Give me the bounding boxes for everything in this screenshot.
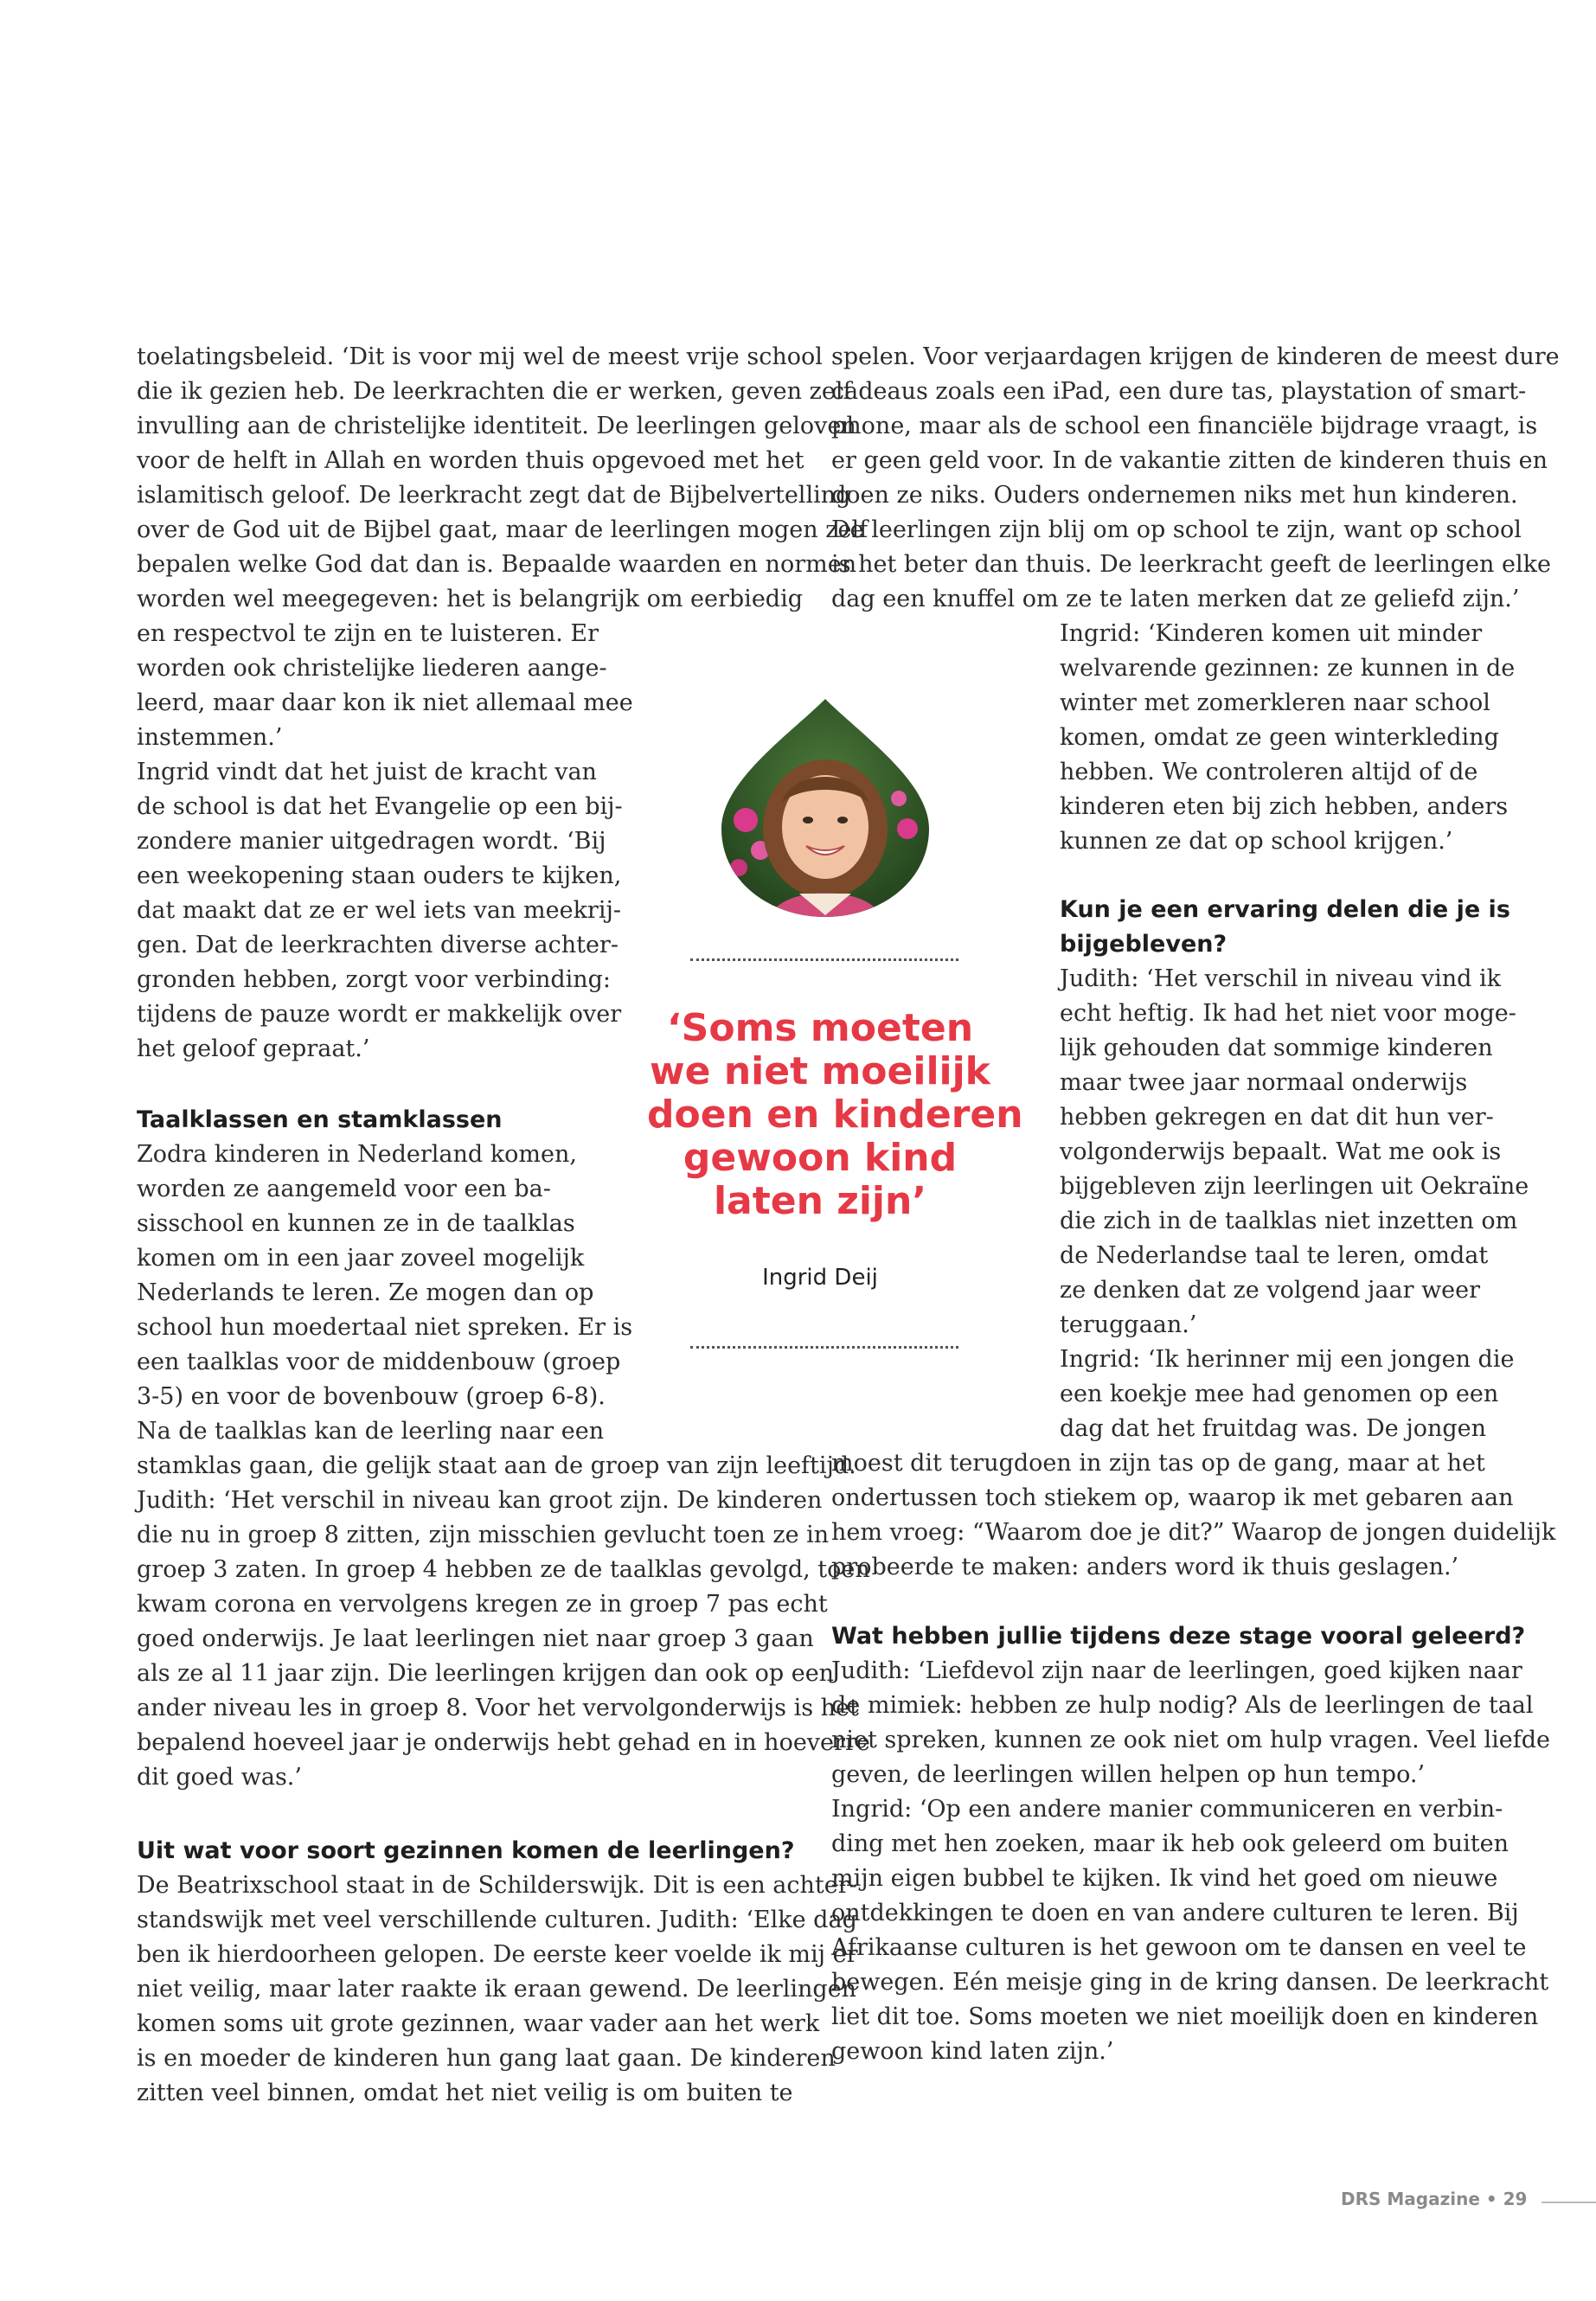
body-text-line: dag een knuffel om ze te laten merken dat ze geliefd zijn.’ xyxy=(831,586,1520,612)
body-text-line: het geloof gepraat.’ xyxy=(137,1035,370,1062)
body-text-line: ding met hen zoeken, maar ik heb ook geleerd om buiten xyxy=(831,1830,1509,1857)
body-text-line: is en moeder de kinderen hun gang laat gaan. De kinderen xyxy=(137,2045,836,2072)
portrait-icon xyxy=(721,699,929,917)
body-text-line: De Beatrixschool staat in de Schilderswijk. Dit is een achter- xyxy=(137,1872,857,1899)
body-text-line: phone, maar als de school een financiële bijdrage vraagt, is xyxy=(831,413,1538,439)
body-text-line: dat maakt dat ze er wel iets van meekrij- xyxy=(137,897,621,924)
pull-quote-line: ‘Soms moeten xyxy=(666,1006,974,1050)
body-text-line: ander niveau les in groep 8. Voor het vervolgonderwijs is het xyxy=(137,1695,859,1721)
body-text-line: de mimiek: hebben ze hulp nodig? Als de leerlingen de taal xyxy=(831,1692,1534,1719)
divider-bottom xyxy=(690,1346,958,1349)
body-text-line: die zich in de taalklas niet inzetten om xyxy=(1060,1208,1518,1234)
body-text-line: liet dit toe. Soms moeten we niet moeilijk doen en kinderen xyxy=(831,2003,1539,2030)
body-text-line: voor de helft in Allah en worden thuis opgevoed met het xyxy=(137,447,804,474)
section-heading: bijgebleven? xyxy=(1060,931,1227,958)
body-text-line: worden ze aangemeld voor een ba- xyxy=(137,1176,551,1202)
body-text-line: echt heftig. Ik had het niet voor moge- xyxy=(1060,1000,1516,1027)
body-text-line: een taalklas voor de middenbouw (groep xyxy=(137,1349,621,1375)
body-text-line: niet veilig, maar later raakte ik eraan gewend. De leerlingen xyxy=(137,1976,857,2003)
body-text-line: invulling aan de christelijke identiteit. De leerlingen geloven xyxy=(137,413,856,439)
body-text-line: doen ze niks. Ouders ondernemen niks met hun kinderen. xyxy=(831,482,1518,509)
body-text-line: toelatingsbeleid. ‘Dit is voor mij wel de meest vrije school xyxy=(137,343,823,370)
pull-quote-author: Ingrid Deij xyxy=(762,1265,878,1291)
pull-quote-line: gewoon kind xyxy=(683,1136,958,1180)
section-heading: Uit wat voor soort gezinnen komen de leerlingen? xyxy=(137,1837,795,1864)
body-text-line: moest dit terugdoen in zijn tas op de gang, maar at het xyxy=(831,1450,1485,1477)
body-text-line: gen. Dat de leerkrachten diverse achter- xyxy=(137,932,619,958)
body-text-line: niet spreken, kunnen ze ook niet om hulp vragen. Veel liefde xyxy=(831,1727,1551,1753)
body-text-line: ben ik hierdoorheen gelopen. De eerste keer voelde ik mij er xyxy=(137,1941,858,1968)
body-text-line: Afrikaanse culturen is het gewoon om te dansen en veel te xyxy=(831,1934,1527,1961)
body-text-line: ze denken dat ze volgend jaar weer xyxy=(1060,1277,1481,1304)
footer-rule xyxy=(1542,2202,1596,2203)
body-text-line: de Nederlandse taal te leren, omdat xyxy=(1060,1242,1489,1269)
body-text-line: Ingrid: ‘Op een andere manier communiceren en verbin- xyxy=(831,1796,1503,1823)
body-text-line: groep 3 zaten. In groep 4 hebben ze de taalklas gevolgd, toen xyxy=(137,1556,870,1583)
body-text-line: goed onderwijs. Je laat leerlingen niet naar groep 3 gaan xyxy=(137,1625,814,1652)
body-text-line: hem vroeg: “Waarom doe je dit?” Waarop de jongen duidelijk xyxy=(831,1519,1556,1546)
body-text-line: is het beter dan thuis. De leerkracht geeft de leerlingen elke xyxy=(831,551,1551,578)
body-text-line: kunnen ze dat op school krijgen.’ xyxy=(1060,828,1453,855)
body-text-line: kwam corona en vervolgens kregen ze in groep 7 pas echt xyxy=(137,1591,828,1618)
body-text-line: welvarende gezinnen: ze kunnen in de xyxy=(1060,655,1516,682)
body-text-line: komen soms uit grote gezinnen, waar vader aan het werk xyxy=(137,2010,820,2037)
body-text-line: maar twee jaar normaal onderwijs xyxy=(1060,1069,1468,1096)
body-text-line: leerd, maar daar kon ik niet allemaal mee xyxy=(137,689,633,716)
body-text-line: over de God uit de Bijbel gaat, maar de leerlingen mogen zelf xyxy=(137,516,869,543)
section-heading: Kun je een ervaring delen die je is xyxy=(1060,896,1510,923)
body-text-line: stamklas gaan, die gelijk staat aan de groep van zijn leeftijd. xyxy=(137,1452,856,1479)
body-text-line: teruggaan.’ xyxy=(1060,1311,1197,1338)
body-text-line: sisschool en kunnen ze in de taalklas xyxy=(137,1210,575,1237)
body-text-line: 3-5) en voor de bovenbouw (groep 6-8). xyxy=(137,1383,606,1410)
body-text-line: een weekopening staan ouders te kijken, xyxy=(137,862,622,889)
body-text-line: en respectvol te zijn en te luisteren. Er xyxy=(137,620,599,647)
pull-quote-line: we niet moeilijk xyxy=(650,1049,990,1093)
body-text-line: Judith: ‘Het verschil in niveau kan groot zijn. De kinderen xyxy=(137,1487,823,1514)
body-text-line: kinderen eten bij zich hebben, anders xyxy=(1060,793,1509,820)
body-text-line: gronden hebben, zorgt voor verbinding: xyxy=(137,966,612,993)
portrait-photo xyxy=(721,699,929,917)
body-text-line: Judith: ‘Het verschil in niveau vind ik xyxy=(1060,965,1502,992)
body-text-line: tijdens de pauze wordt er makkelijk over xyxy=(137,1001,622,1028)
body-text-line: school hun moedertaal niet spreken. Er is xyxy=(137,1314,633,1341)
body-text-line: dag dat het fruitdag was. De jongen xyxy=(1060,1415,1486,1442)
body-text-line: ondertussen toch stiekem op, waarop ik met gebaren aan xyxy=(831,1484,1514,1511)
body-text-line: lijk gehouden dat sommige kinderen xyxy=(1060,1035,1493,1061)
body-text-line: zitten veel binnen, omdat het niet veilig is om buiten te xyxy=(137,2080,793,2106)
body-text-line: ontdekkingen te doen en van andere culturen te leren. Bij xyxy=(831,1900,1519,1926)
body-text-line: Ingrid: ‘Ik herinner mij een jongen die xyxy=(1060,1346,1515,1373)
body-text-line: spelen. Voor verjaardagen krijgen de kinderen de meest dure xyxy=(831,343,1560,370)
body-text-line: Ingrid: ‘Kinderen komen uit minder xyxy=(1060,620,1483,647)
body-text-line: standswijk met veel verschillende culturen. Judith: ‘Elke dag xyxy=(137,1907,857,1933)
pull-quote-line: laten zijn’ xyxy=(713,1179,927,1223)
pull-quote-line: doen en kinderen xyxy=(647,1093,1023,1137)
body-text-line: probeerde te maken: anders word ik thuis geslagen.’ xyxy=(831,1554,1459,1580)
body-text-line: Zodra kinderen in Nederland komen, xyxy=(137,1141,577,1168)
body-text-line: die nu in groep 8 zitten, zijn misschien gevlucht toen ze in xyxy=(137,1522,830,1548)
body-text-line: Na de taalklas kan de leerling naar een xyxy=(137,1418,605,1445)
body-text-line: worden wel meegegeven: het is belangrijk om eerbiedig xyxy=(137,586,804,612)
section-heading: Taalklassen en stamklassen xyxy=(137,1106,503,1133)
body-text-line: komen om in een jaar zoveel mogelijk xyxy=(137,1245,585,1272)
body-text-line: hebben gekregen en dat dit hun ver- xyxy=(1060,1104,1494,1131)
body-text-line: hebben. We controleren altijd of de xyxy=(1060,759,1478,785)
body-text-line: bewegen. Eén meisje ging in de kring dansen. De leerkracht xyxy=(831,1969,1549,1996)
body-text-line: mijn eigen bubbel te kijken. Ik vind het goed om nieuwe xyxy=(831,1865,1498,1892)
body-text-line: instemmen.’ xyxy=(137,724,283,751)
body-text-line: bepalen welke God dat dan is. Bepaalde waarden en normen xyxy=(137,551,857,578)
body-text-line: Ingrid vindt dat het juist de kracht van xyxy=(137,759,597,785)
body-text-line: de school is dat het Evangelie op een bij- xyxy=(137,793,623,820)
body-text-line: dit goed was.’ xyxy=(137,1764,302,1791)
body-text-line: die ik gezien heb. De leerkrachten die er werken, geven zelf xyxy=(137,378,852,405)
body-text-line: geven, de leerlingen willen helpen op hun tempo.’ xyxy=(831,1761,1426,1788)
divider-top xyxy=(690,958,958,961)
body-text-line: worden ook christelijke liederen aange- xyxy=(137,655,607,682)
section-heading: Wat hebben jullie tijdens deze stage vooral geleerd? xyxy=(831,1623,1526,1650)
body-text-line: islamitisch geloof. De leerkracht zegt dat de Bijbelvertelling xyxy=(137,482,851,509)
body-text-line: Nederlands te leren. Ze mogen dan op xyxy=(137,1279,594,1306)
body-text-line: een koekje mee had genomen op een xyxy=(1060,1381,1499,1407)
body-text-line: komen, omdat ze geen winterkleding xyxy=(1060,724,1499,751)
body-text-line: winter met zomerkleren naar school xyxy=(1060,689,1490,716)
pull-quote xyxy=(647,1006,1023,1223)
body-text-line: zondere manier uitgedragen wordt. ‘Bij xyxy=(137,828,606,855)
body-text-line: bijgebleven zijn leerlingen uit Oekraïne xyxy=(1060,1173,1529,1200)
body-text-line: volgonderwijs bepaalt. Wat me ook is xyxy=(1060,1138,1502,1165)
body-text-line: er geen geld voor. In de vakantie zitten de kinderen thuis en xyxy=(831,447,1548,474)
body-text-line: Judith: ‘Liefdevol zijn naar de leerlingen, goed kijken naar xyxy=(831,1657,1522,1684)
page-footer: DRS Magazine • 29 xyxy=(1341,2189,1528,2209)
body-text-line: als ze al 11 jaar zijn. Die leerlingen krijgen dan ook op een xyxy=(137,1660,835,1687)
body-text-line: De leerlingen zijn blij om op school te zijn, want op school xyxy=(831,516,1522,543)
body-text-line: gewoon kind laten zijn.’ xyxy=(831,2038,1114,2065)
body-text-line: cadeaus zoals een iPad, een dure tas, playstation of smart- xyxy=(831,378,1527,405)
body-text-line: bepalend hoeveel jaar je onderwijs hebt gehad en in hoeverre xyxy=(137,1729,870,1756)
